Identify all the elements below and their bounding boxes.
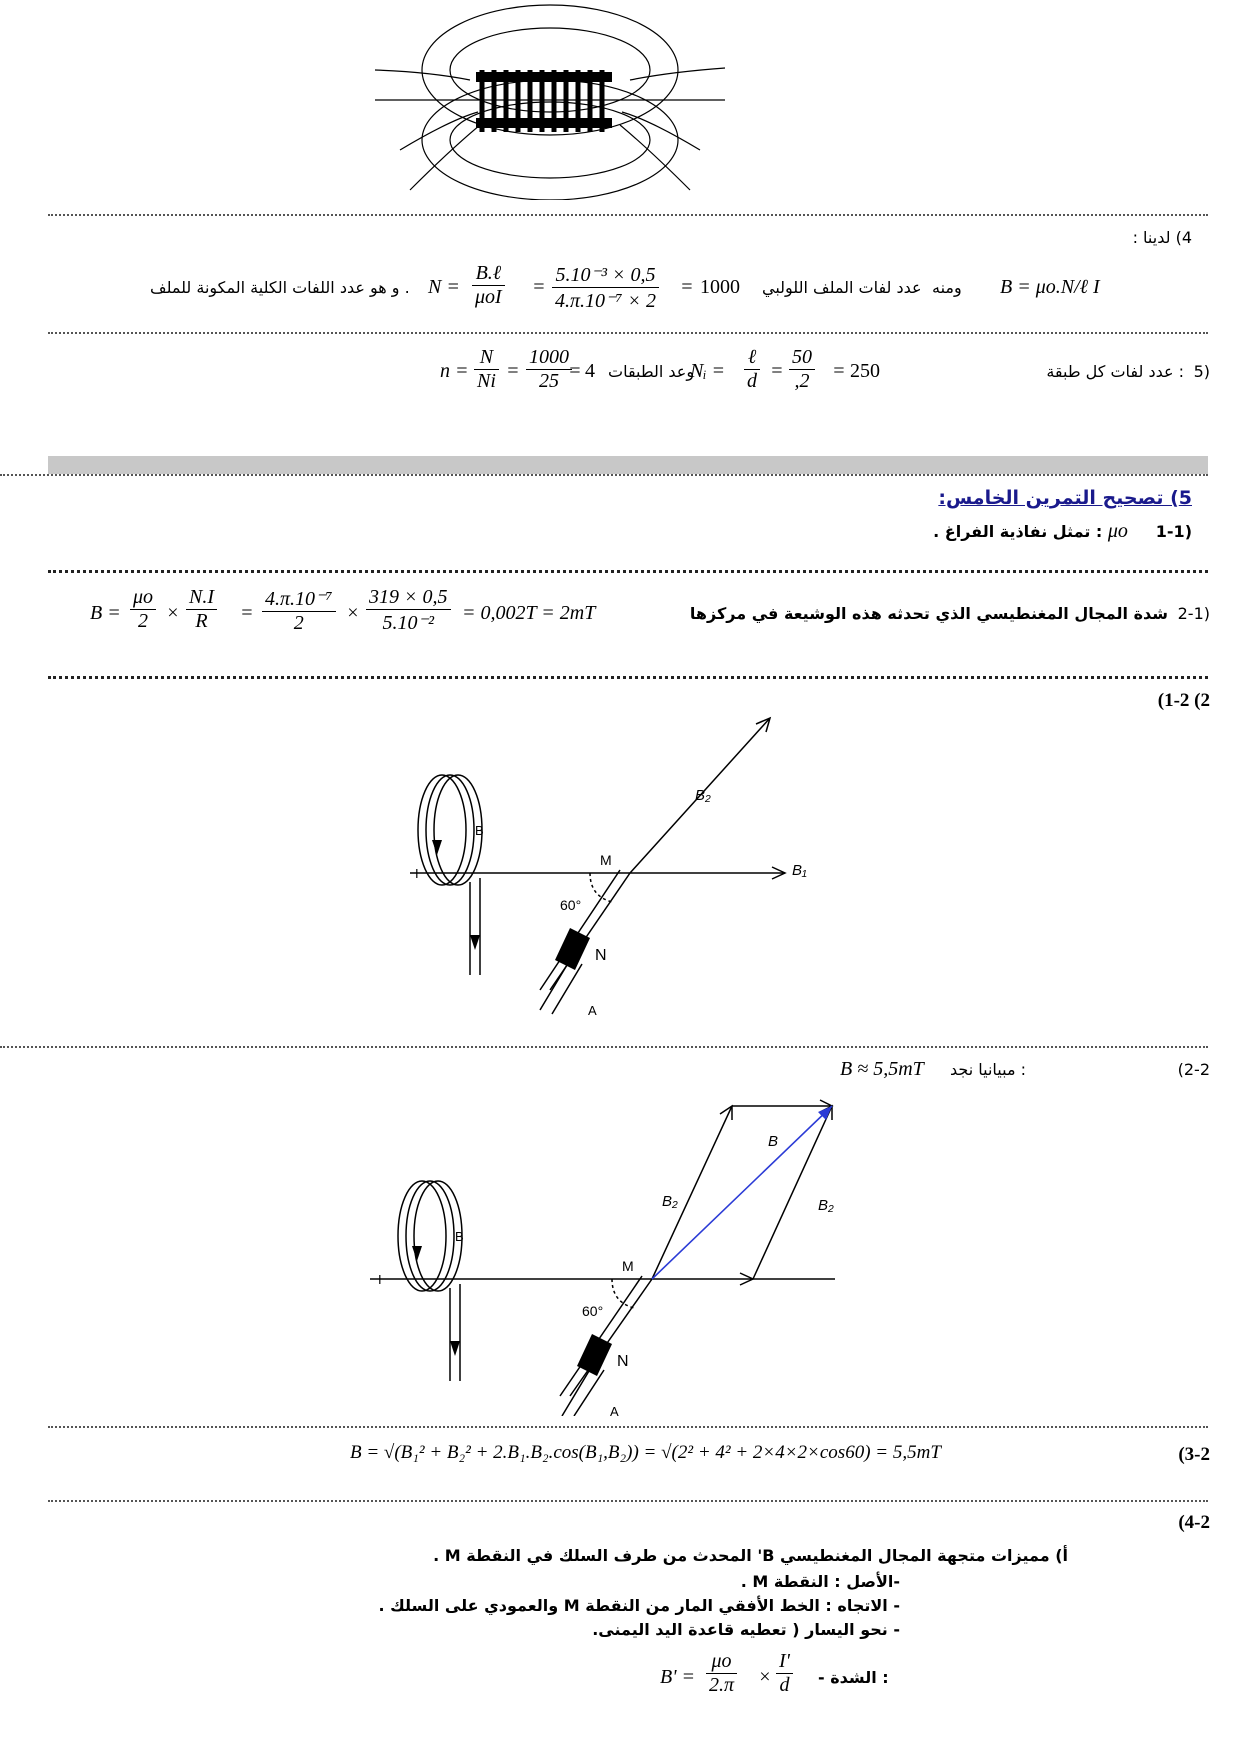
q5-n-num: N (474, 346, 499, 370)
separator (0, 474, 1208, 476)
p42-formula-lhs: B' = (660, 1666, 695, 1688)
fig2-label-angle: 60° (582, 1303, 604, 1319)
p21-lhs: B = (90, 602, 121, 624)
fig2-label-B2b: B₂ (818, 1197, 834, 1214)
p11-label: (1-1 (1155, 522, 1192, 541)
q5-eq: = (770, 360, 784, 382)
q4-and-then: ومنه (932, 278, 962, 297)
p11-text: : تمثل نفاذية الفراغ . (933, 522, 1103, 541)
p42-direction: - الاتجاه : الخط الأفقي المار من النقطة M والعمودي على السلك . (378, 1596, 900, 1615)
p32-label: (3-2 (1178, 1444, 1210, 1465)
q5-n-num2: 1000 (526, 346, 572, 370)
q4-eq1: = (532, 276, 546, 298)
p21-frac2 (182, 586, 221, 633)
p21-den1: 2 (138, 610, 149, 632)
fig1-label-A: A (588, 1003, 597, 1018)
p21-den4: 5.10⁻² (382, 612, 435, 634)
p42-a: أ) مميزات متجهة المجال المغنطيسي B' المحدث من طرف السلك في النقطة M . (433, 1546, 1068, 1565)
fig2-label-N: N (617, 1353, 629, 1370)
q5-Ni-num: ℓ (744, 346, 760, 370)
p21-eq: = (240, 602, 254, 624)
q4-label: 4) (1175, 228, 1192, 247)
q5-Ni-den: d (747, 370, 757, 392)
separator (48, 332, 1208, 334)
ex5-p21-line (90, 586, 1210, 646)
fig1-label-N: N (595, 947, 607, 964)
fig2-label-B: B (455, 1229, 464, 1244)
q4-eq2: = (680, 276, 694, 298)
q4-N-value: 1000 (700, 276, 740, 298)
figure-2-vectors (370, 1086, 850, 1416)
p42-den2: d (779, 1674, 790, 1696)
p21-label: 2-1) (1177, 604, 1210, 623)
q5-Ni-frac1 (740, 346, 764, 393)
p21-num1: μo (130, 586, 156, 610)
q5-Ni-result: 250 (850, 360, 880, 382)
q4-frac1-den: μoI (475, 286, 502, 308)
p42-frac2 (772, 1650, 797, 1697)
fig1-label-M: M (600, 852, 612, 868)
q4-intro-text: لدينا : (1132, 228, 1171, 247)
p21-num4: 319 × 0,5 (366, 586, 451, 610)
separator (48, 1426, 1208, 1428)
p11-symbol: μo (1107, 520, 1128, 542)
p22-label: (2-2 (1177, 1060, 1210, 1079)
p42-magnitude-line (660, 1650, 889, 1710)
p21-den2: R (195, 610, 208, 632)
q5-line (440, 346, 1210, 402)
p42-num2: I' (776, 1650, 793, 1674)
q4-frac1 (468, 262, 509, 309)
fig1-label-B1: B₁ (792, 862, 807, 879)
q5-label: 5) (1193, 362, 1210, 381)
q4-conclusion: و هو عدد اللفات الكلية المكونة للملف . (150, 278, 410, 297)
fig2-label-Bres: B (768, 1133, 779, 1150)
p42-frac1 (702, 1650, 741, 1697)
p21-num2: N.I (186, 586, 217, 610)
q4-formula-B: B = μo.N/ℓ I (1000, 276, 1100, 298)
q5-eq: = (568, 360, 582, 382)
q4-frac2-den: 4.π.10⁻⁷ × 2 (555, 290, 657, 312)
q5-n-den2: 25 (539, 370, 559, 392)
p42-num1: μo (706, 1650, 737, 1674)
q5-n-lhs: n = (440, 360, 469, 382)
fig2-label-M: M (622, 1258, 634, 1274)
q5-Ni-num2: 50 (789, 346, 815, 370)
separator (48, 676, 1208, 679)
q4-turns-text: عدد لفات الملف اللولبي (762, 278, 922, 297)
ex5-p32-line (350, 1440, 1210, 1474)
p42-den1: 2.π (709, 1674, 735, 1696)
ex5-title: 5) تصحيح التمرين الخامس: (938, 487, 1192, 509)
p32-formula: B = √(B₁² + B₂² + 2.B₁.B₂.cos(B₁,B₂)) = √(2² + 4² + 2×4×2×cos60) = 5,5mT (350, 1442, 941, 1463)
separator (48, 214, 1208, 216)
p21-frac3 (258, 586, 340, 635)
q5-layers-text: وعد الطبقات (608, 362, 695, 381)
figure-1-vectors (390, 710, 870, 1030)
section-band (48, 456, 1208, 474)
p42-label: (4-2 (1178, 1512, 1210, 1533)
q5-n-frac2 (522, 346, 576, 393)
fig2-label-B2: B₂ (662, 1193, 678, 1210)
ex5-p11 (933, 520, 1192, 543)
q5-n-result: 4 (585, 360, 595, 382)
p42-origin: -الأصل : النقطة M . (740, 1572, 900, 1591)
p21-frac4 (362, 586, 455, 635)
q5-intro: عدد لفات كل طبقة : (1046, 362, 1184, 381)
p21-times: × (166, 602, 180, 624)
fig1-label-B: B (475, 823, 484, 838)
p22-value: B ≈ 5,5mT (840, 1058, 924, 1080)
separator (48, 1500, 1208, 1502)
q4-frac2-num: 5.10⁻³ × 0,5 (552, 262, 659, 288)
fig1-label-angle: 60° (560, 897, 582, 913)
p12-label: (1-2 (2 (1157, 690, 1210, 711)
q4-intro (1133, 228, 1192, 247)
p21-result: = 0,002T = 2mT (462, 602, 596, 624)
q5-n-frac1 (470, 346, 503, 393)
ex5-p22-line (840, 1058, 1210, 1086)
fig2-label-A: A (610, 1404, 619, 1416)
p21-num3: 4.π.10⁻⁷ (262, 586, 336, 612)
q5-Ni-den2: ,2 (794, 370, 810, 392)
q5-eq: = (506, 360, 520, 382)
q5-n-den: Ni (477, 370, 496, 392)
separator (48, 570, 1208, 573)
fig2-label-I: I (378, 1272, 382, 1287)
separator (0, 1046, 1208, 1048)
p42-magnitude: - الشدة : (818, 1668, 889, 1687)
p42-times: × (758, 1666, 772, 1688)
fig1-label-I: I (415, 866, 419, 881)
p42-sense: - نحو اليسار ( تعطيه قاعدة اليد اليمنى. (592, 1620, 900, 1639)
q4-frac2 (548, 262, 663, 313)
p21-frac1 (126, 586, 160, 633)
q4-formula-N-lhs: N = (428, 276, 460, 298)
q4-formula-line (150, 262, 1210, 318)
q4-frac1-num: B.ℓ (472, 262, 505, 286)
q5-Ni-lhs: Nᵢ = (690, 360, 725, 382)
p21-times: × (346, 602, 360, 624)
solenoid-field-figure (370, 0, 730, 200)
p21-text: شدة المجال المغنطيسي الذي تحدثه هذه الوشيعة في مركزها (689, 604, 1168, 623)
q5-Ni-frac2 (785, 346, 819, 393)
p22-text: مبيانيا نجد : (950, 1060, 1027, 1079)
p21-den3: 2 (293, 612, 304, 634)
fig1-label-B2: B₂ (695, 787, 711, 804)
q5-eq: = (832, 360, 846, 382)
